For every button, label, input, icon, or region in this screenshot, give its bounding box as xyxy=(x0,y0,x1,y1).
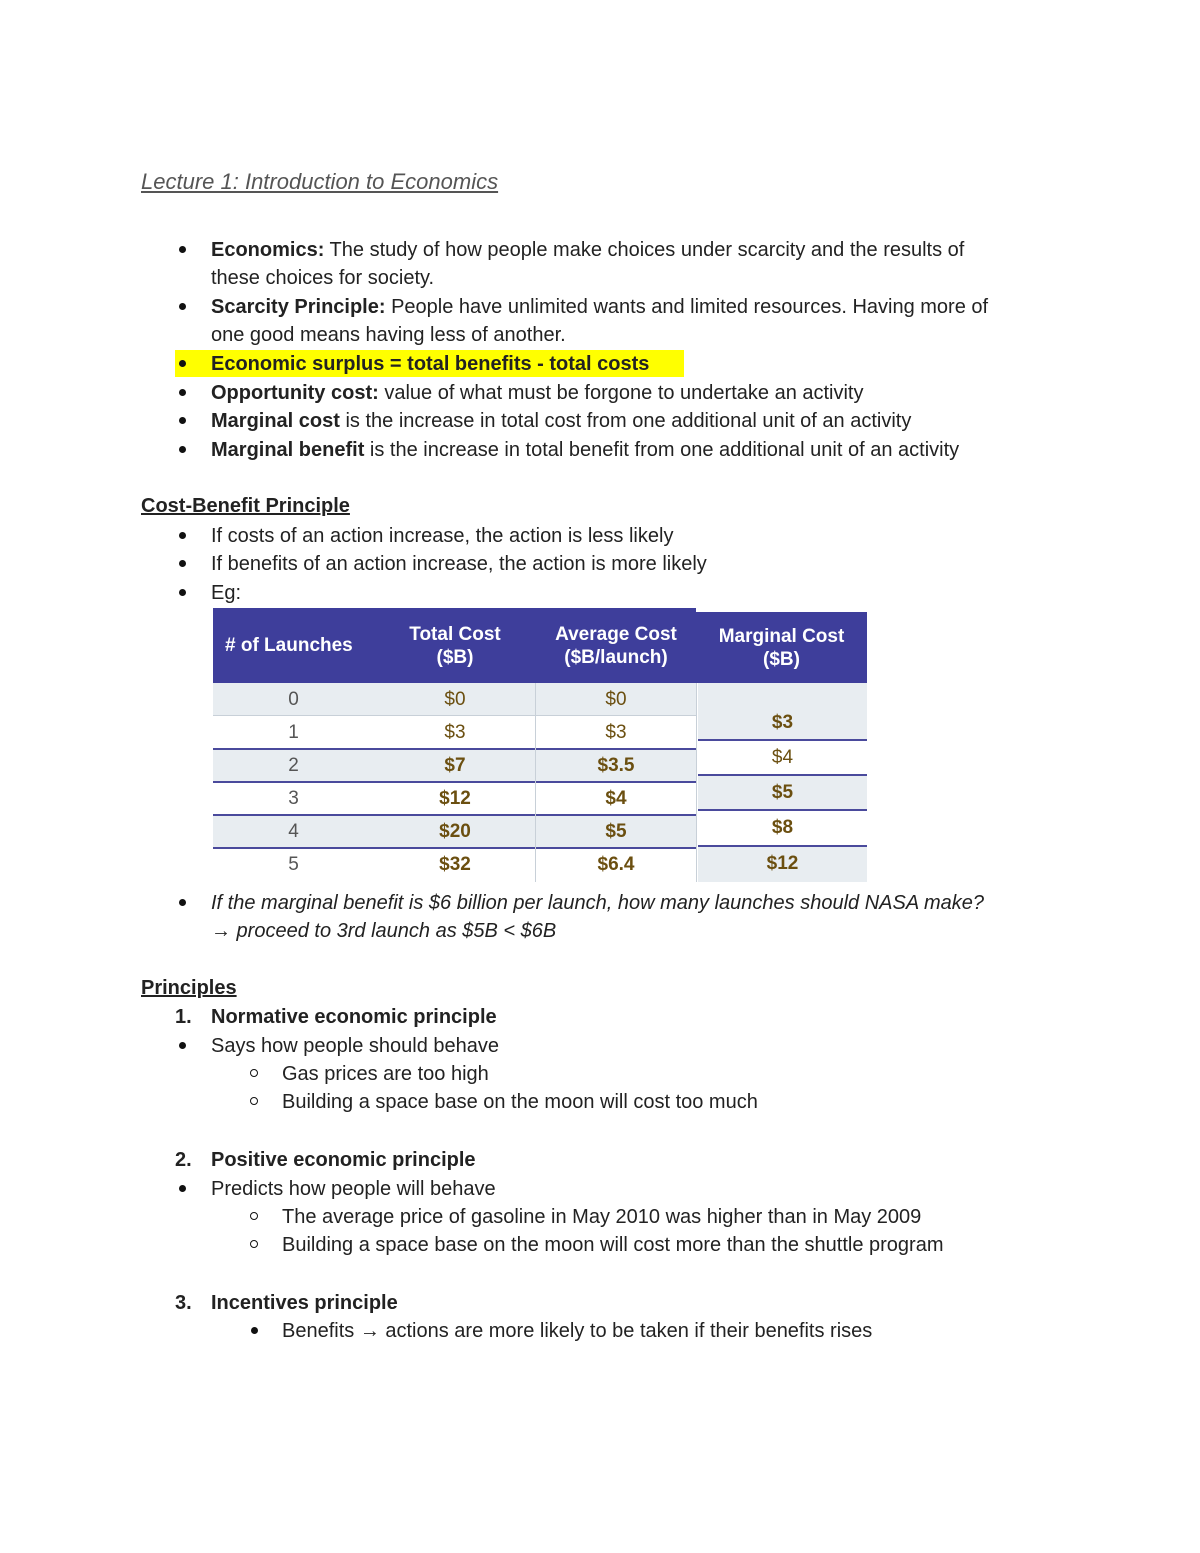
bullet-icon xyxy=(179,1042,186,1049)
principle-title: Positive economic principle xyxy=(211,1149,476,1171)
header-marginal-cost xyxy=(696,612,867,683)
definition-text: People have unlimited wants and limited resources. Having more of xyxy=(385,296,989,318)
list-item: If benefits of an action increase, the action is more likely xyxy=(211,553,707,575)
cost-table xyxy=(213,608,867,882)
bullet-icon xyxy=(179,560,186,567)
header-line: ($B) xyxy=(763,648,800,670)
sub-list-item: The average price of gasoline in May 2010 was higher than in May 2009 xyxy=(282,1206,922,1228)
bullet-icon xyxy=(179,446,186,453)
table-cell-marginal: $8 xyxy=(771,817,794,838)
bullet-icon xyxy=(179,1185,186,1192)
table-cell-marginal: $5 xyxy=(771,782,794,803)
table-cell-average: $5 xyxy=(605,821,627,842)
header-line: Total Cost xyxy=(409,623,501,645)
definition-surplus xyxy=(211,350,649,378)
list-item: Says how people should behave xyxy=(211,1035,499,1057)
term: Scarcity Principle: xyxy=(211,296,386,318)
list-item: Predicts how people will behave xyxy=(211,1178,496,1200)
principle-title: Incentives principle xyxy=(211,1292,398,1314)
table-cell-total: $20 xyxy=(439,821,471,842)
column-divider xyxy=(696,683,697,882)
question: If the marginal benefit is $6 billion per launch, how many launches should NASA make? xyxy=(211,892,985,914)
section-heading-cost-benefit: Cost-Benefit Principle xyxy=(141,495,350,517)
bullet-icon xyxy=(179,589,186,596)
sub-list-item: Building a space base on the moon will cost too much xyxy=(282,1091,758,1113)
table-cell-marginal: $4 xyxy=(771,747,794,768)
list-item: Eg: xyxy=(211,582,242,604)
list-number: 1. xyxy=(175,1006,192,1028)
bullet-icon xyxy=(179,417,186,424)
hollow-bullet-icon xyxy=(250,1097,258,1105)
table-cell-total: $0 xyxy=(444,689,466,710)
table-cell-marginal: $3 xyxy=(771,712,794,733)
header-line: ($B/launch) xyxy=(564,646,668,668)
definition-scarcity-cont: one good means having less of another. xyxy=(211,324,566,346)
header-launches: # of Launches xyxy=(213,608,374,683)
table-cell-total: $3 xyxy=(444,722,466,743)
definition-marginal-cost xyxy=(211,407,911,435)
bullet-icon xyxy=(179,360,186,367)
definition-text: is the increase in total benefit from one additional unit of an activity xyxy=(364,439,960,461)
sub-list-item: Building a space base on the moon will cost more than the shuttle program xyxy=(282,1234,944,1256)
term: Economics: xyxy=(211,239,325,261)
term: Economic surplus = total benefits - total costs xyxy=(211,353,650,375)
definition-text: value of what must be forgone to undertake an activity xyxy=(378,382,864,404)
bullet-icon xyxy=(179,899,186,906)
page-title: Lecture 1: Introduction to Economics xyxy=(141,169,499,194)
header-line: ($B) xyxy=(436,646,474,668)
definition-scarcity xyxy=(211,293,988,321)
table-cell-total: $7 xyxy=(444,755,466,776)
bullet-icon xyxy=(251,1327,258,1334)
list-item: If costs of an action increase, the action is less likely xyxy=(211,525,674,547)
table-cell-launches: 3 xyxy=(288,788,299,809)
table-cell-launches: 1 xyxy=(288,722,299,743)
list-item: Benefits → actions are more likely to be taken if their benefits rises xyxy=(282,1320,873,1342)
definition-marginal-benefit xyxy=(211,436,959,464)
definition-economics xyxy=(211,236,964,264)
definition-text: The study of how people make choices under scarcity and the results of xyxy=(324,239,965,261)
list-number: 3. xyxy=(175,1292,192,1314)
term: Marginal cost xyxy=(211,410,340,432)
table-cell-average: $6.4 xyxy=(597,854,635,875)
bullet-icon xyxy=(179,532,186,539)
table-cell-launches: 2 xyxy=(288,755,299,776)
definition-opportunity-cost xyxy=(211,379,864,407)
answer: → proceed to 3rd launch as $5B < $6B xyxy=(211,920,557,942)
definition-economics-cont: these choices for society. xyxy=(211,267,435,289)
hollow-bullet-icon xyxy=(250,1212,258,1220)
bullet-icon xyxy=(179,246,186,253)
header-total-cost xyxy=(374,608,536,683)
header-line: Average Cost xyxy=(555,623,677,645)
principle-title: Normative economic principle xyxy=(211,1006,497,1028)
sub-list-item: Gas prices are too high xyxy=(282,1063,489,1085)
section-heading-principles: Principles xyxy=(141,977,237,999)
list-number: 2. xyxy=(175,1149,192,1171)
table-cell-launches: 0 xyxy=(288,689,299,710)
term: Opportunity cost: xyxy=(211,382,379,404)
table-cell-total: $32 xyxy=(439,854,471,875)
header-line: Marginal Cost xyxy=(718,625,845,647)
definition-text: is the increase in total cost from one additional unit of an activity xyxy=(339,410,912,432)
hollow-bullet-icon xyxy=(250,1069,258,1077)
table-cell-marginal: $12 xyxy=(766,853,799,874)
hollow-bullet-icon xyxy=(250,1240,258,1248)
table-cell-launches: 5 xyxy=(288,854,299,875)
bullet-icon xyxy=(179,303,186,310)
table-cell-total: $12 xyxy=(439,788,471,809)
table-cell-average: $3.5 xyxy=(597,755,635,776)
table-cell-average: $0 xyxy=(605,689,627,710)
header-average-cost xyxy=(536,608,696,683)
bullet-icon xyxy=(179,389,186,396)
table-cell-launches: 4 xyxy=(288,821,299,842)
table-cell-average: $3 xyxy=(605,722,627,743)
term: Marginal benefit xyxy=(211,439,365,461)
table-cell-average: $4 xyxy=(605,788,627,809)
